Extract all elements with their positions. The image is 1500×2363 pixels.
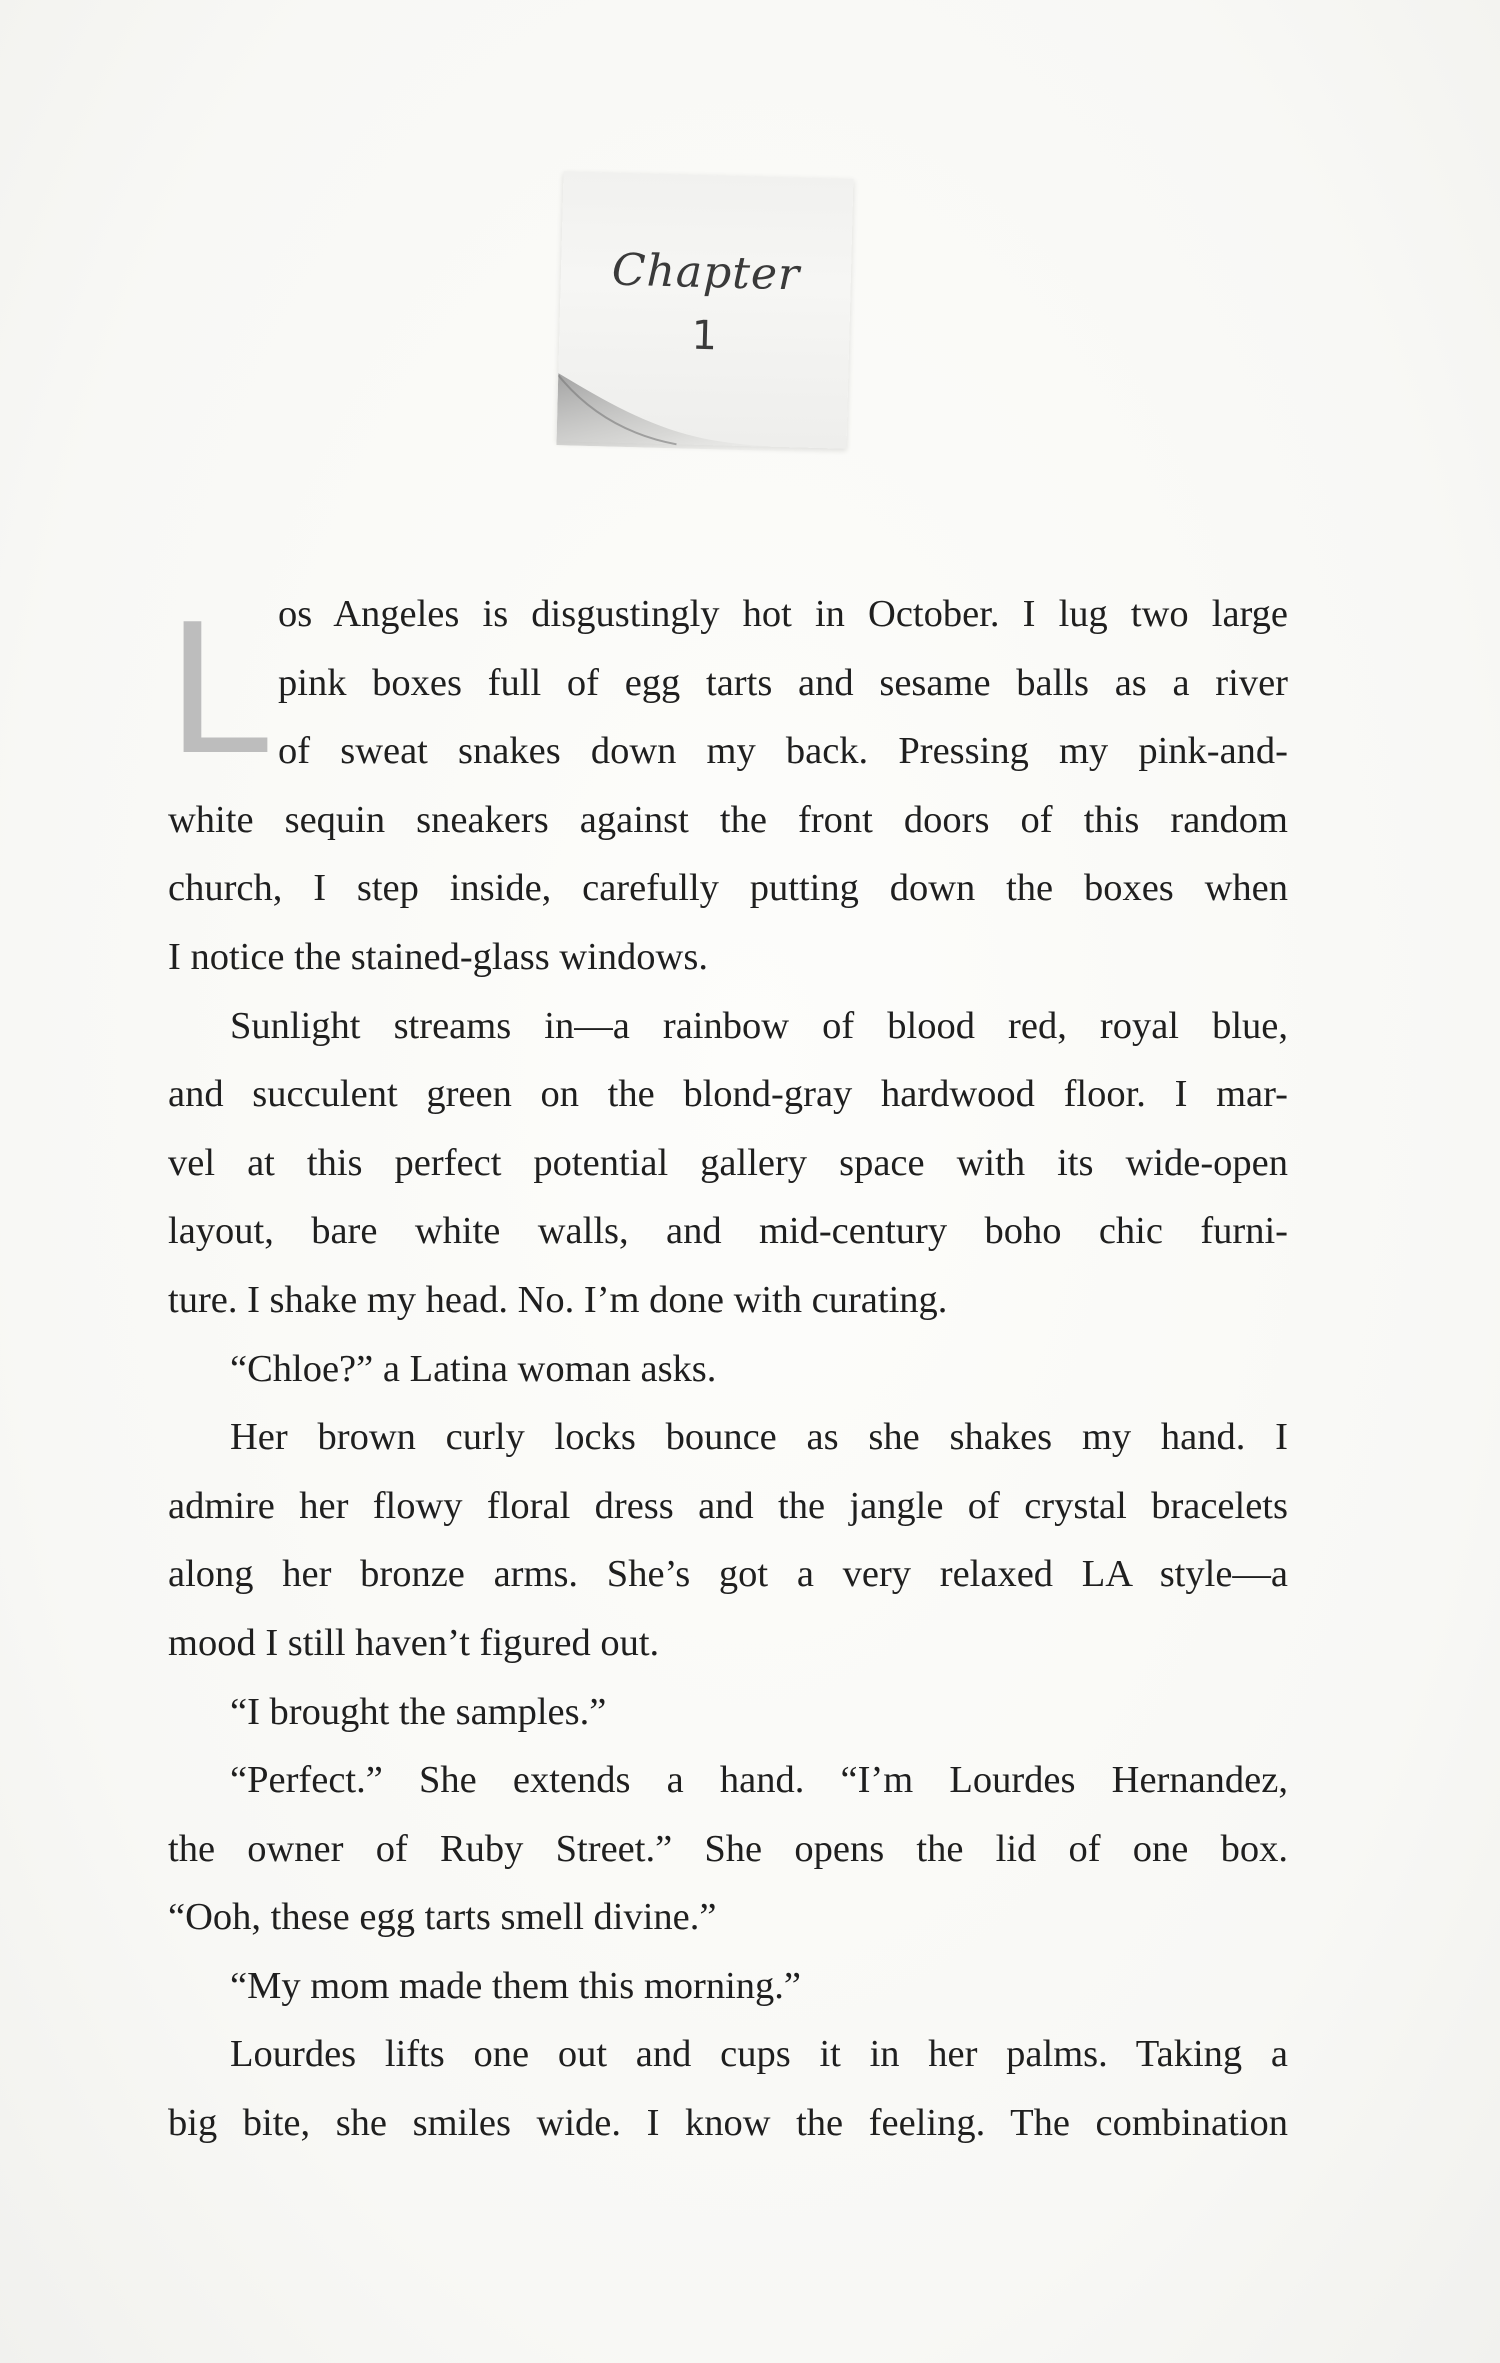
text-line: os Angeles is disgustingly hot in October. I lug two large <box>278 593 1288 635</box>
drop-cap-letter: L <box>168 581 274 793</box>
text-line: pink boxes full of egg tarts and sesame balls as a river <box>278 661 1288 704</box>
text-line: admire her flowy floral dress and the jangle of crystal bracelets <box>168 1484 1288 1527</box>
text-line: of sweat snakes down my back. Pressing my pink-and- <box>278 730 1288 773</box>
page-curl-shadow <box>556 355 848 453</box>
chapter-body-text <box>168 580 1288 2158</box>
text-line: Sunlight streams in—a rainbow of blood red, royal blue, <box>230 1004 1288 1047</box>
text-line: and succulent green on the blond-gray hardwood floor. I mar- <box>168 1073 1288 1116</box>
text-line: vel at this perfect potential gallery space with its wide-open <box>168 1141 1288 1184</box>
text-line: church, I step inside, carefully putting down the boxes when <box>168 867 1288 910</box>
text-line: “Ooh, these egg tarts smell divine.” <box>168 1896 717 1939</box>
text-line: “Perfect.” She extends a hand. “I’m Lourdes Hernandez, <box>230 1759 1288 1802</box>
text-line: white sequin sneakers against the front doors of this random <box>168 798 1288 841</box>
text-line: I notice the stained-glass windows. <box>168 935 708 978</box>
text-line: Lourdes lifts one out and cups it in her palms. Taking a <box>230 2033 1288 2076</box>
chapter-label: Chapter <box>611 244 801 301</box>
text-line: “I brought the samples.” <box>230 1690 607 1733</box>
chapter-number: 1 <box>690 312 718 360</box>
text-line: layout, bare white walls, and mid-century boho chic furni- <box>168 1210 1288 1253</box>
text-line: “My mom made them this morning.” <box>230 1964 801 2007</box>
text-line: big bite, she smiles wide. I know the feeling. The combination <box>168 2102 1288 2145</box>
text-line: “Chloe?” a Latina woman asks. <box>230 1347 717 1390</box>
text-line: mood I still haven’t figured out. <box>168 1621 660 1664</box>
text-line: ture. I shake my head. No. I’m done with curating. <box>168 1278 948 1321</box>
text-line: Her brown curly locks bounce as she shakes my hand. I <box>230 1416 1288 1459</box>
text-line: the owner of Ruby Street.” She opens the lid of one box. <box>168 1827 1288 1870</box>
chapter-sticky-note <box>557 171 854 448</box>
text-line: along her bronze arms. She’s got a very relaxed LA style—a <box>168 1553 1288 1596</box>
